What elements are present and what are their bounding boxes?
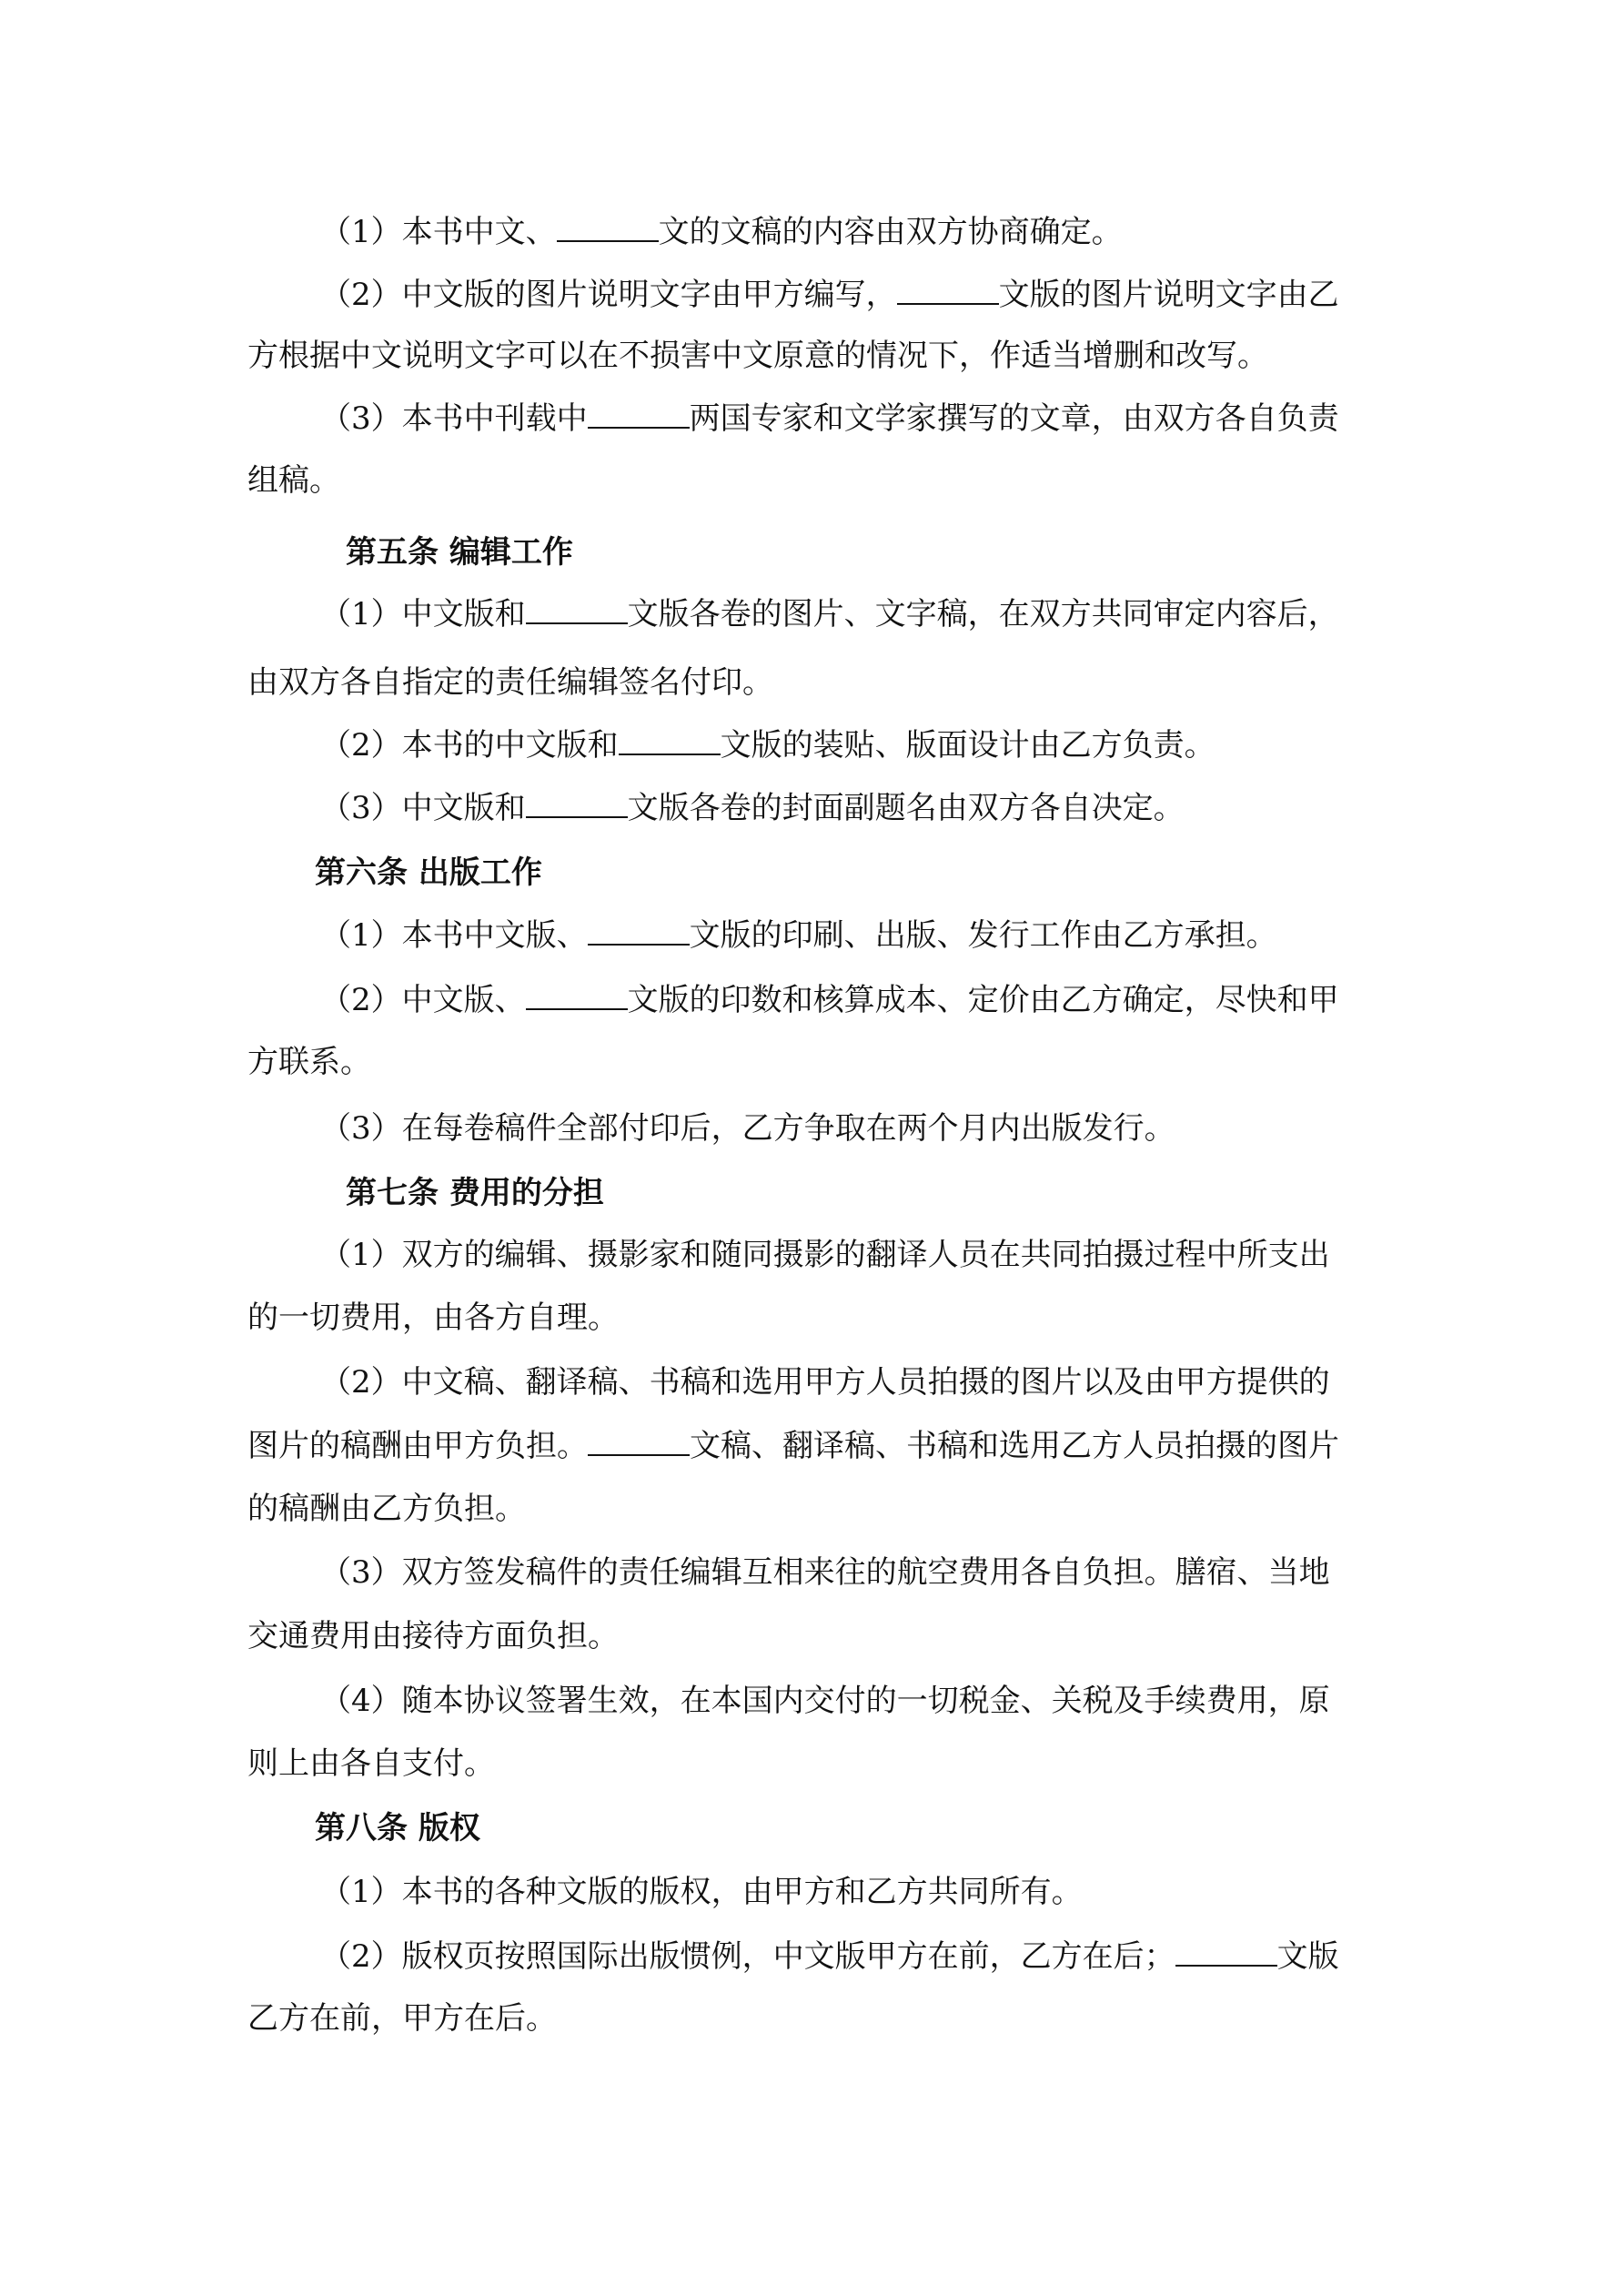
text: （1）本书中文、 — [320, 214, 557, 250]
blank-field — [588, 1425, 690, 1456]
text: （3）中文版和 — [320, 790, 526, 826]
paragraph-line — [320, 210, 1123, 254]
blank-field — [588, 915, 690, 946]
text: 文版的图片说明文字由乙 — [998, 277, 1339, 313]
paragraph-line — [320, 723, 1215, 767]
article-heading: 第五条 编辑工作 — [346, 534, 573, 571]
paragraph-line: 交通费用由接待方面负担。 — [247, 1618, 619, 1654]
paragraph-line — [320, 978, 1339, 1022]
paragraph-line — [320, 914, 1277, 957]
paragraph-line: （4）随本协议签署生效，在本国内交付的一切税金、关税及手续费用，原 — [320, 1683, 1330, 1719]
text: 文稿、翻译稿、书稿和选用乙方人员拍摄的图片 — [690, 1428, 1339, 1464]
paragraph-line — [320, 1935, 1339, 1978]
paragraph-line — [320, 397, 1339, 440]
blank-field — [588, 398, 690, 429]
blank-field — [526, 979, 628, 1010]
paragraph-line: 的一切费用，由各方自理。 — [247, 1300, 619, 1336]
text: 文的文稿的内容由双方协商确定。 — [658, 214, 1123, 250]
article-heading: 第七条 费用的分担 — [346, 1175, 604, 1211]
paragraph-line: （3）双方签发稿件的责任编辑互相来往的航空费用各自负担。膳宿、当地 — [320, 1554, 1330, 1591]
paragraph-line — [247, 1424, 1339, 1468]
paragraph-line — [320, 786, 1185, 830]
paragraph-line: 由双方各自指定的责任编辑签名付印。 — [247, 664, 773, 701]
paragraph-line: （1）本书的各种文版的版权，由甲方和乙方共同所有。 — [320, 1874, 1083, 1910]
text: 文版的印数和核算成本、定价由乙方确定，尽快和甲 — [627, 982, 1339, 1018]
article-heading: 第六条 出版工作 — [315, 855, 542, 891]
text: （2）中文版、 — [320, 982, 526, 1018]
blank-field — [619, 724, 721, 755]
paragraph-line — [320, 273, 1339, 317]
article-heading: 第八条 版权 — [315, 1810, 480, 1846]
blank-field — [526, 787, 628, 818]
text: （2）中文版的图片说明文字由甲方编写， — [320, 277, 897, 313]
text: 两国专家和文学家撰写的文章，由双方各自负责 — [689, 400, 1339, 437]
text: 文版 — [1276, 1938, 1339, 1975]
blank-field — [897, 274, 999, 305]
text: （1）本书中文版、 — [320, 917, 588, 954]
paragraph-line: 方根据中文说明文字可以在不损害中文原意的情况下，作适当增删和改写。 — [247, 338, 1268, 374]
text: 图片的稿酬由甲方负担。 — [247, 1428, 588, 1464]
paragraph-line: （1）双方的编辑、摄影家和随同摄影的翻译人员在共同拍摄过程中所支出 — [320, 1237, 1330, 1273]
blank-field — [557, 211, 659, 242]
blank-field — [526, 593, 628, 624]
paragraph-line: 的稿酬由乙方负担。 — [247, 1491, 526, 1527]
text: （2）本书的中文版和 — [320, 727, 619, 764]
text: （2）版权页按照国际出版惯例，中文版甲方在前，乙方在后； — [320, 1938, 1175, 1975]
text: 文版各卷的图片、文字稿，在双方共同审定内容后， — [627, 596, 1339, 632]
text: 文版的装贴、版面设计由乙方负责。 — [720, 727, 1215, 764]
text: 文版的印刷、出版、发行工作由乙方承担。 — [689, 917, 1277, 954]
paragraph-line: （3）在每卷稿件全部付印后，乙方争取在两个月内出版发行。 — [320, 1110, 1175, 1147]
text: （1）中文版和 — [320, 596, 526, 632]
text: （3）本书中刊载中 — [320, 400, 588, 437]
paragraph-line: 则上由各自支付。 — [247, 1745, 495, 1782]
paragraph-line — [320, 592, 1339, 636]
paragraph-line: 方联系。 — [247, 1044, 371, 1080]
blank-field — [1175, 1936, 1277, 1967]
paragraph-line: 组稿。 — [247, 462, 340, 499]
text: 文版各卷的封面副题名由双方各自决定。 — [627, 790, 1185, 826]
paragraph-line: （2）中文稿、翻译稿、书稿和选用甲方人员拍摄的图片以及由甲方提供的 — [320, 1364, 1330, 1401]
paragraph-line: 乙方在前，甲方在后。 — [247, 2000, 557, 2037]
